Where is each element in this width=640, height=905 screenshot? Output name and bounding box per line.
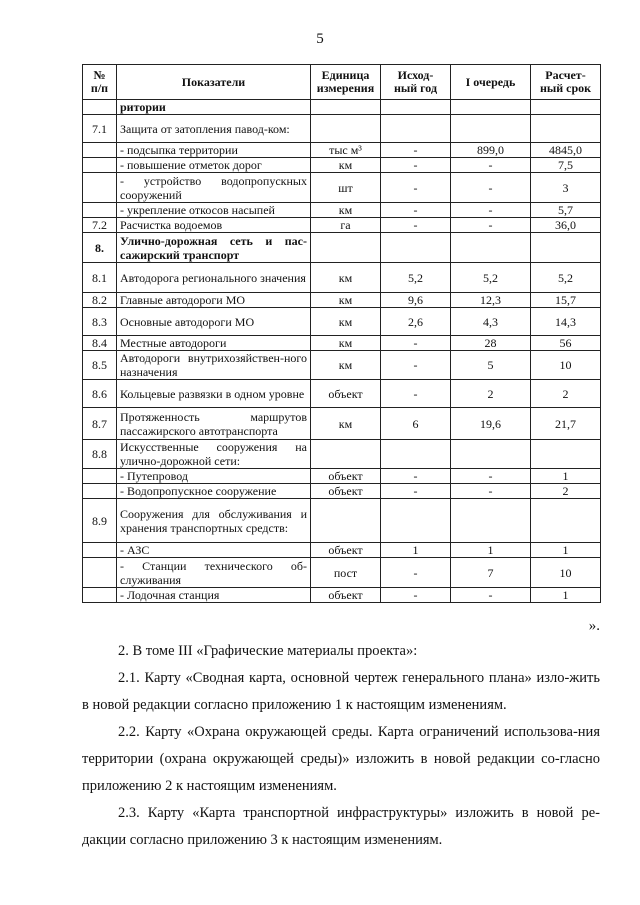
row-number: 8.9 — [83, 499, 117, 543]
row-initial-year: - — [381, 158, 451, 173]
row-first-stage: 5 — [451, 351, 531, 380]
row-estimated-term: 5,2 — [531, 263, 601, 293]
paragraph: 2.3. Карту «Карта транспортной инфраструктуры» изложить в новой ре-дакции согласно приложению 3 к настоящим изменениям. — [82, 805, 600, 848]
row-first-stage: - — [451, 469, 531, 484]
row-estimated-term: 10 — [531, 558, 601, 588]
row-first-stage: - — [451, 484, 531, 499]
row-first-stage — [451, 233, 531, 263]
row-unit: шт — [311, 173, 381, 203]
row-first-stage: 12,3 — [451, 293, 531, 308]
row-indicator: Автодорога регионального значения — [117, 263, 311, 293]
row-unit — [311, 100, 381, 115]
row-first-stage: 1 — [451, 543, 531, 558]
row-initial-year — [381, 499, 451, 543]
table-row — [83, 440, 601, 469]
row-number: 8.7 — [83, 408, 117, 440]
closing-quote: ». — [588, 618, 600, 634]
paragraph: 2.1. Карту «Сводная карта, основной чертеж генерального плана» изло-жить в новой редакции согласно приложению 1 к настоящим изменениям. — [82, 670, 600, 713]
row-estimated-term: 10 — [531, 351, 601, 380]
table-row — [83, 203, 601, 218]
row-estimated-term: 5,7 — [531, 203, 601, 218]
row-initial-year: 5,2 — [381, 263, 451, 293]
row-initial-year — [381, 233, 451, 263]
row-indicator: ритории — [117, 100, 311, 115]
row-estimated-term: 4845,0 — [531, 143, 601, 158]
header-initial-year: Исход- ный год — [381, 65, 451, 100]
row-number — [83, 484, 117, 499]
row-estimated-term: 1 — [531, 543, 601, 558]
row-indicator: Улично-дорожная сеть и пас-сажирский транспорт — [117, 233, 311, 263]
row-number — [83, 588, 117, 603]
row-number — [83, 558, 117, 588]
row-number: 8.2 — [83, 293, 117, 308]
row-first-stage: - — [451, 158, 531, 173]
table-row — [83, 499, 601, 543]
row-initial-year: 1 — [381, 543, 451, 558]
row-unit — [311, 499, 381, 543]
row-unit — [311, 115, 381, 143]
row-indicator: Местные автодороги — [117, 336, 311, 351]
row-number: 8. — [83, 233, 117, 263]
table-row — [83, 115, 601, 143]
row-number: 7.1 — [83, 115, 117, 143]
row-estimated-term: 15,7 — [531, 293, 601, 308]
table-row — [83, 408, 601, 440]
header-indicator: Показатели — [117, 65, 311, 100]
table-row — [83, 173, 601, 203]
row-indicator: - Водопропускное сооружение — [117, 484, 311, 499]
table-row — [83, 143, 601, 158]
table-body — [83, 100, 601, 603]
row-indicator: - устройство водопропускных сооружений — [117, 173, 311, 203]
row-first-stage: - — [451, 588, 531, 603]
row-first-stage: 4,3 — [451, 308, 531, 336]
row-first-stage — [451, 499, 531, 543]
row-number: 8.8 — [83, 440, 117, 469]
row-unit: объект — [311, 588, 381, 603]
row-unit: объект — [311, 543, 381, 558]
row-first-stage: 28 — [451, 336, 531, 351]
table-row — [83, 380, 601, 408]
row-estimated-term: 2 — [531, 380, 601, 408]
row-initial-year: - — [381, 380, 451, 408]
row-estimated-term — [531, 100, 601, 115]
row-estimated-term: 3 — [531, 173, 601, 203]
row-number: 8.4 — [83, 336, 117, 351]
row-unit — [311, 440, 381, 469]
row-number: 8.6 — [83, 380, 117, 408]
row-indicator: - подсыпка территории — [117, 143, 311, 158]
row-first-stage — [451, 115, 531, 143]
row-indicator: Расчистка водоемов — [117, 218, 311, 233]
row-indicator: - АЗС — [117, 543, 311, 558]
row-first-stage: - — [451, 218, 531, 233]
row-unit: объект — [311, 380, 381, 408]
row-first-stage — [451, 100, 531, 115]
row-estimated-term: 2 — [531, 484, 601, 499]
row-number: 8.5 — [83, 351, 117, 380]
row-number — [83, 158, 117, 173]
row-unit: км — [311, 293, 381, 308]
row-indicator: Кольцевые развязки в одном уровне — [117, 380, 311, 408]
row-unit — [311, 233, 381, 263]
paragraph: 2. В томе III «Графические материалы проекта»: — [118, 643, 418, 659]
row-indicator: - Путепровод — [117, 469, 311, 484]
row-indicator: - повышение отметок дорог — [117, 158, 311, 173]
row-initial-year: - — [381, 143, 451, 158]
row-initial-year: 2,6 — [381, 308, 451, 336]
row-unit: км — [311, 308, 381, 336]
table-row — [83, 263, 601, 293]
row-initial-year: - — [381, 469, 451, 484]
row-unit: км — [311, 408, 381, 440]
row-first-stage: 7 — [451, 558, 531, 588]
header-unit: Единица измерения — [311, 65, 381, 100]
row-number: 8.3 — [83, 308, 117, 336]
table-row — [83, 469, 601, 484]
table-row — [83, 218, 601, 233]
table-row — [83, 158, 601, 173]
row-estimated-term: 1 — [531, 588, 601, 603]
row-indicator: Основные автодороги МО — [117, 308, 311, 336]
page-number: 5 — [316, 31, 324, 47]
row-indicator: Сооружения для обслуживания и хранения транспортных средств: — [117, 499, 311, 543]
row-estimated-term: 21,7 — [531, 408, 601, 440]
row-initial-year: - — [381, 173, 451, 203]
table-row — [83, 308, 601, 336]
row-number — [83, 543, 117, 558]
row-number — [83, 469, 117, 484]
row-number — [83, 173, 117, 203]
table-row — [83, 293, 601, 308]
row-unit: км — [311, 336, 381, 351]
row-estimated-term — [531, 233, 601, 263]
row-initial-year: - — [381, 588, 451, 603]
row-unit: км — [311, 203, 381, 218]
row-indicator: - укрепление откосов насыпей — [117, 203, 311, 218]
row-estimated-term — [531, 115, 601, 143]
row-number — [83, 143, 117, 158]
row-estimated-term: 14,3 — [531, 308, 601, 336]
table-row — [83, 588, 601, 603]
row-estimated-term — [531, 499, 601, 543]
table-row — [83, 543, 601, 558]
row-initial-year: - — [381, 336, 451, 351]
row-indicator: Протяженность маршрутов пассажирского автотранспорта — [117, 408, 311, 440]
row-unit: пост — [311, 558, 381, 588]
row-indicator: Искусственные сооружения на улично-дорожной сети: — [117, 440, 311, 469]
row-first-stage: 19,6 — [451, 408, 531, 440]
row-first-stage: 5,2 — [451, 263, 531, 293]
row-initial-year — [381, 115, 451, 143]
row-first-stage — [451, 440, 531, 469]
row-unit: объект — [311, 469, 381, 484]
row-estimated-term: 36,0 — [531, 218, 601, 233]
row-initial-year: - — [381, 484, 451, 499]
row-indicator: Защита от затопления павод-ком: — [117, 115, 311, 143]
row-unit: тыс м³ — [311, 143, 381, 158]
row-indicator: - Станции технического об-служивания — [117, 558, 311, 588]
table-row — [83, 558, 601, 588]
row-indicator: - Лодочная станция — [117, 588, 311, 603]
indicators-table — [82, 64, 601, 603]
row-unit: км — [311, 351, 381, 380]
row-number — [83, 203, 117, 218]
row-indicator: Главные автодороги МО — [117, 293, 311, 308]
table-row — [83, 351, 601, 380]
row-unit: га — [311, 218, 381, 233]
header-estimated-term: Расчет- ный срок — [531, 65, 601, 100]
paragraph: 2.2. Карту «Охрана окружающей среды. Карта ограничений использова-ния территории (охрана окружающей среды)» изложить в новой редакции со-гласно приложению 2 к настоящим изменениям. — [82, 724, 600, 794]
row-first-stage: 2 — [451, 380, 531, 408]
table-row — [83, 336, 601, 351]
table-row — [83, 100, 601, 115]
table-row — [83, 484, 601, 499]
body-text — [82, 638, 600, 854]
row-first-stage: - — [451, 203, 531, 218]
row-initial-year: - — [381, 218, 451, 233]
table-header-row — [83, 65, 601, 100]
row-first-stage: 899,0 — [451, 143, 531, 158]
row-initial-year: 6 — [381, 408, 451, 440]
header-num: № п/п — [83, 65, 117, 100]
row-estimated-term: 7,5 — [531, 158, 601, 173]
row-indicator: Автодороги внутрихозяйствен-ного назначения — [117, 351, 311, 380]
row-initial-year: - — [381, 558, 451, 588]
row-initial-year — [381, 100, 451, 115]
row-number: 7.2 — [83, 218, 117, 233]
header-first-stage: I очередь — [451, 65, 531, 100]
row-initial-year: 9,6 — [381, 293, 451, 308]
row-unit: км — [311, 263, 381, 293]
row-number: 8.1 — [83, 263, 117, 293]
row-estimated-term: 1 — [531, 469, 601, 484]
row-unit: км — [311, 158, 381, 173]
row-first-stage: - — [451, 173, 531, 203]
row-estimated-term — [531, 440, 601, 469]
table-row — [83, 233, 601, 263]
row-number — [83, 100, 117, 115]
row-estimated-term: 56 — [531, 336, 601, 351]
row-initial-year: - — [381, 351, 451, 380]
row-initial-year: - — [381, 203, 451, 218]
row-initial-year — [381, 440, 451, 469]
row-unit: объект — [311, 484, 381, 499]
